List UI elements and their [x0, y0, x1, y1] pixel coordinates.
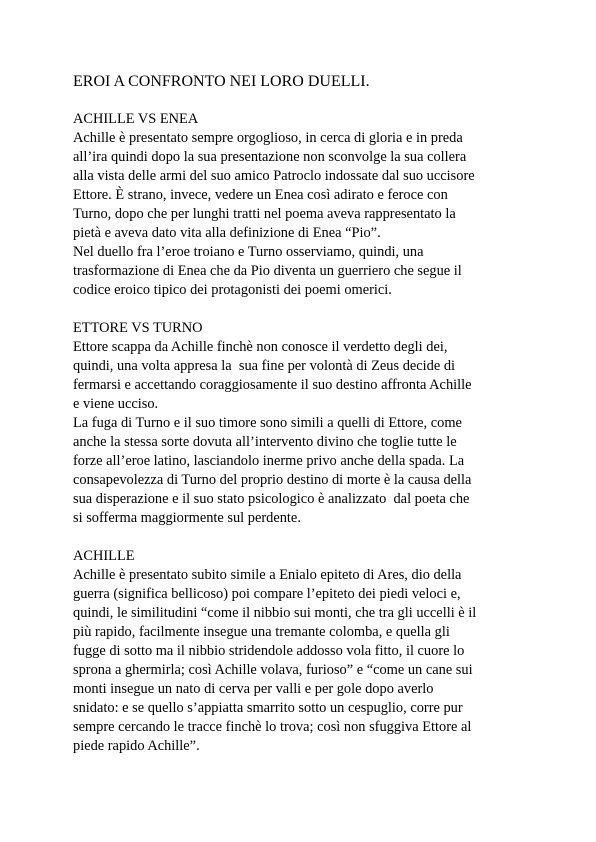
- paragraph-line: Turno, dopo che per lunghi tratti nel poema aveva rappresentato la: [73, 206, 456, 222]
- paragraph-line: sua disperazione e il suo stato psicologico è analizzato dal poeta che: [73, 491, 470, 507]
- paragraph-line: si sofferma maggiormente sul perdente.: [73, 510, 301, 526]
- paragraph-line: fermarsi e accettando coraggiosamente il suo destino affronta Achille: [73, 377, 472, 393]
- paragraph-line: alla vista delle armi del suo amico Patroclo indossate dal suo uccisore: [73, 168, 475, 184]
- paragraph-line: Achille è presentato subito simile a Enialo epiteto di Ares, dio della: [73, 567, 462, 583]
- paragraph-line: Nel duello fra l’eroe troiano e Turno osserviamo, quindi, una: [73, 244, 424, 260]
- paragraph-line: quindi, una volta appresa la sua fine per volontà di Zeus decide di: [73, 358, 456, 374]
- paragraph-line: sprona a ghermirla; così Achille volava, furioso” e “come un cane sui: [73, 662, 473, 678]
- paragraph-line: più rapido, facilmente insegue una tremante colomba, e quella gli: [73, 624, 450, 640]
- section-heading: ACHILLE: [73, 548, 135, 564]
- document-title: EROI A CONFRONTO NEI LORO DUELLI.: [73, 73, 370, 90]
- paragraph-line: piede rapido Achille”.: [73, 738, 200, 754]
- paragraph-line: e viene ucciso.: [73, 396, 159, 412]
- paragraph-line: guerra (significa bellicoso) poi compare l’epiteto dei piedi veloci e,: [73, 586, 461, 602]
- paragraph-line: forze all’eroe latino, lasciandolo inerme privo anche della spada. La: [73, 453, 465, 469]
- paragraph-line: snidato: e se quello s’appiatta smarrito sotto un cespuglio, corre pur: [73, 700, 463, 716]
- paragraph-line: Ettore scappa da Achille finchè non conosce il verdetto degli dei,: [73, 339, 448, 355]
- paragraph-line: codice eroico tipico dei protagonisti dei poemi omerici.: [73, 282, 392, 298]
- paragraph-line: trasformazione di Enea che da Pio diventa un guerriero che segue il: [73, 263, 462, 279]
- paragraph-line: quindi, le similitudini “come il nibbio sui monti, che tra gli uccelli è il: [73, 605, 477, 621]
- paragraph-line: Achille è presentato sempre orgoglioso, in cerca di gloria e in preda: [73, 130, 463, 146]
- section-achille: [73, 547, 533, 756]
- paragraph-line: consapevolezza di Turno del proprio destino di morte è la causa della: [73, 472, 472, 488]
- paragraph-line: fugge di sotto ma il nibbio stridendole addosso vola fitto, il cuore lo: [73, 643, 465, 659]
- paragraph-line: monti insegue un nato di cerva per valli e per gole dopo averlo: [73, 681, 434, 697]
- paragraph-line: La fuga di Turno e il suo timore sono simili a quelli di Ettore, come: [73, 415, 462, 431]
- paragraph-line: anche la stessa sorte dovuta all’intervento divino che toglie tutte le: [73, 434, 457, 450]
- section-heading: ACHILLE VS ENEA: [73, 111, 199, 127]
- section-heading: ETTORE VS TURNO: [73, 320, 203, 336]
- paragraph-line: all’ira quindi dopo la sua presentazione non sconvolge la sua collera: [73, 149, 467, 165]
- paragraph-line: pietà e aveva dato vita alla definizione di Enea “Pio”.: [73, 225, 381, 241]
- section-ettore-vs-turno: [73, 319, 533, 528]
- section-achille-vs-enea: [73, 110, 533, 300]
- paragraph-line: sempre cercando le tracce finchè lo trova; così non sfuggiva Ettore al: [73, 719, 472, 735]
- document-page: [73, 72, 533, 775]
- paragraph-line: Ettore. È strano, invece, vedere un Enea così adirato e feroce con: [73, 187, 448, 203]
